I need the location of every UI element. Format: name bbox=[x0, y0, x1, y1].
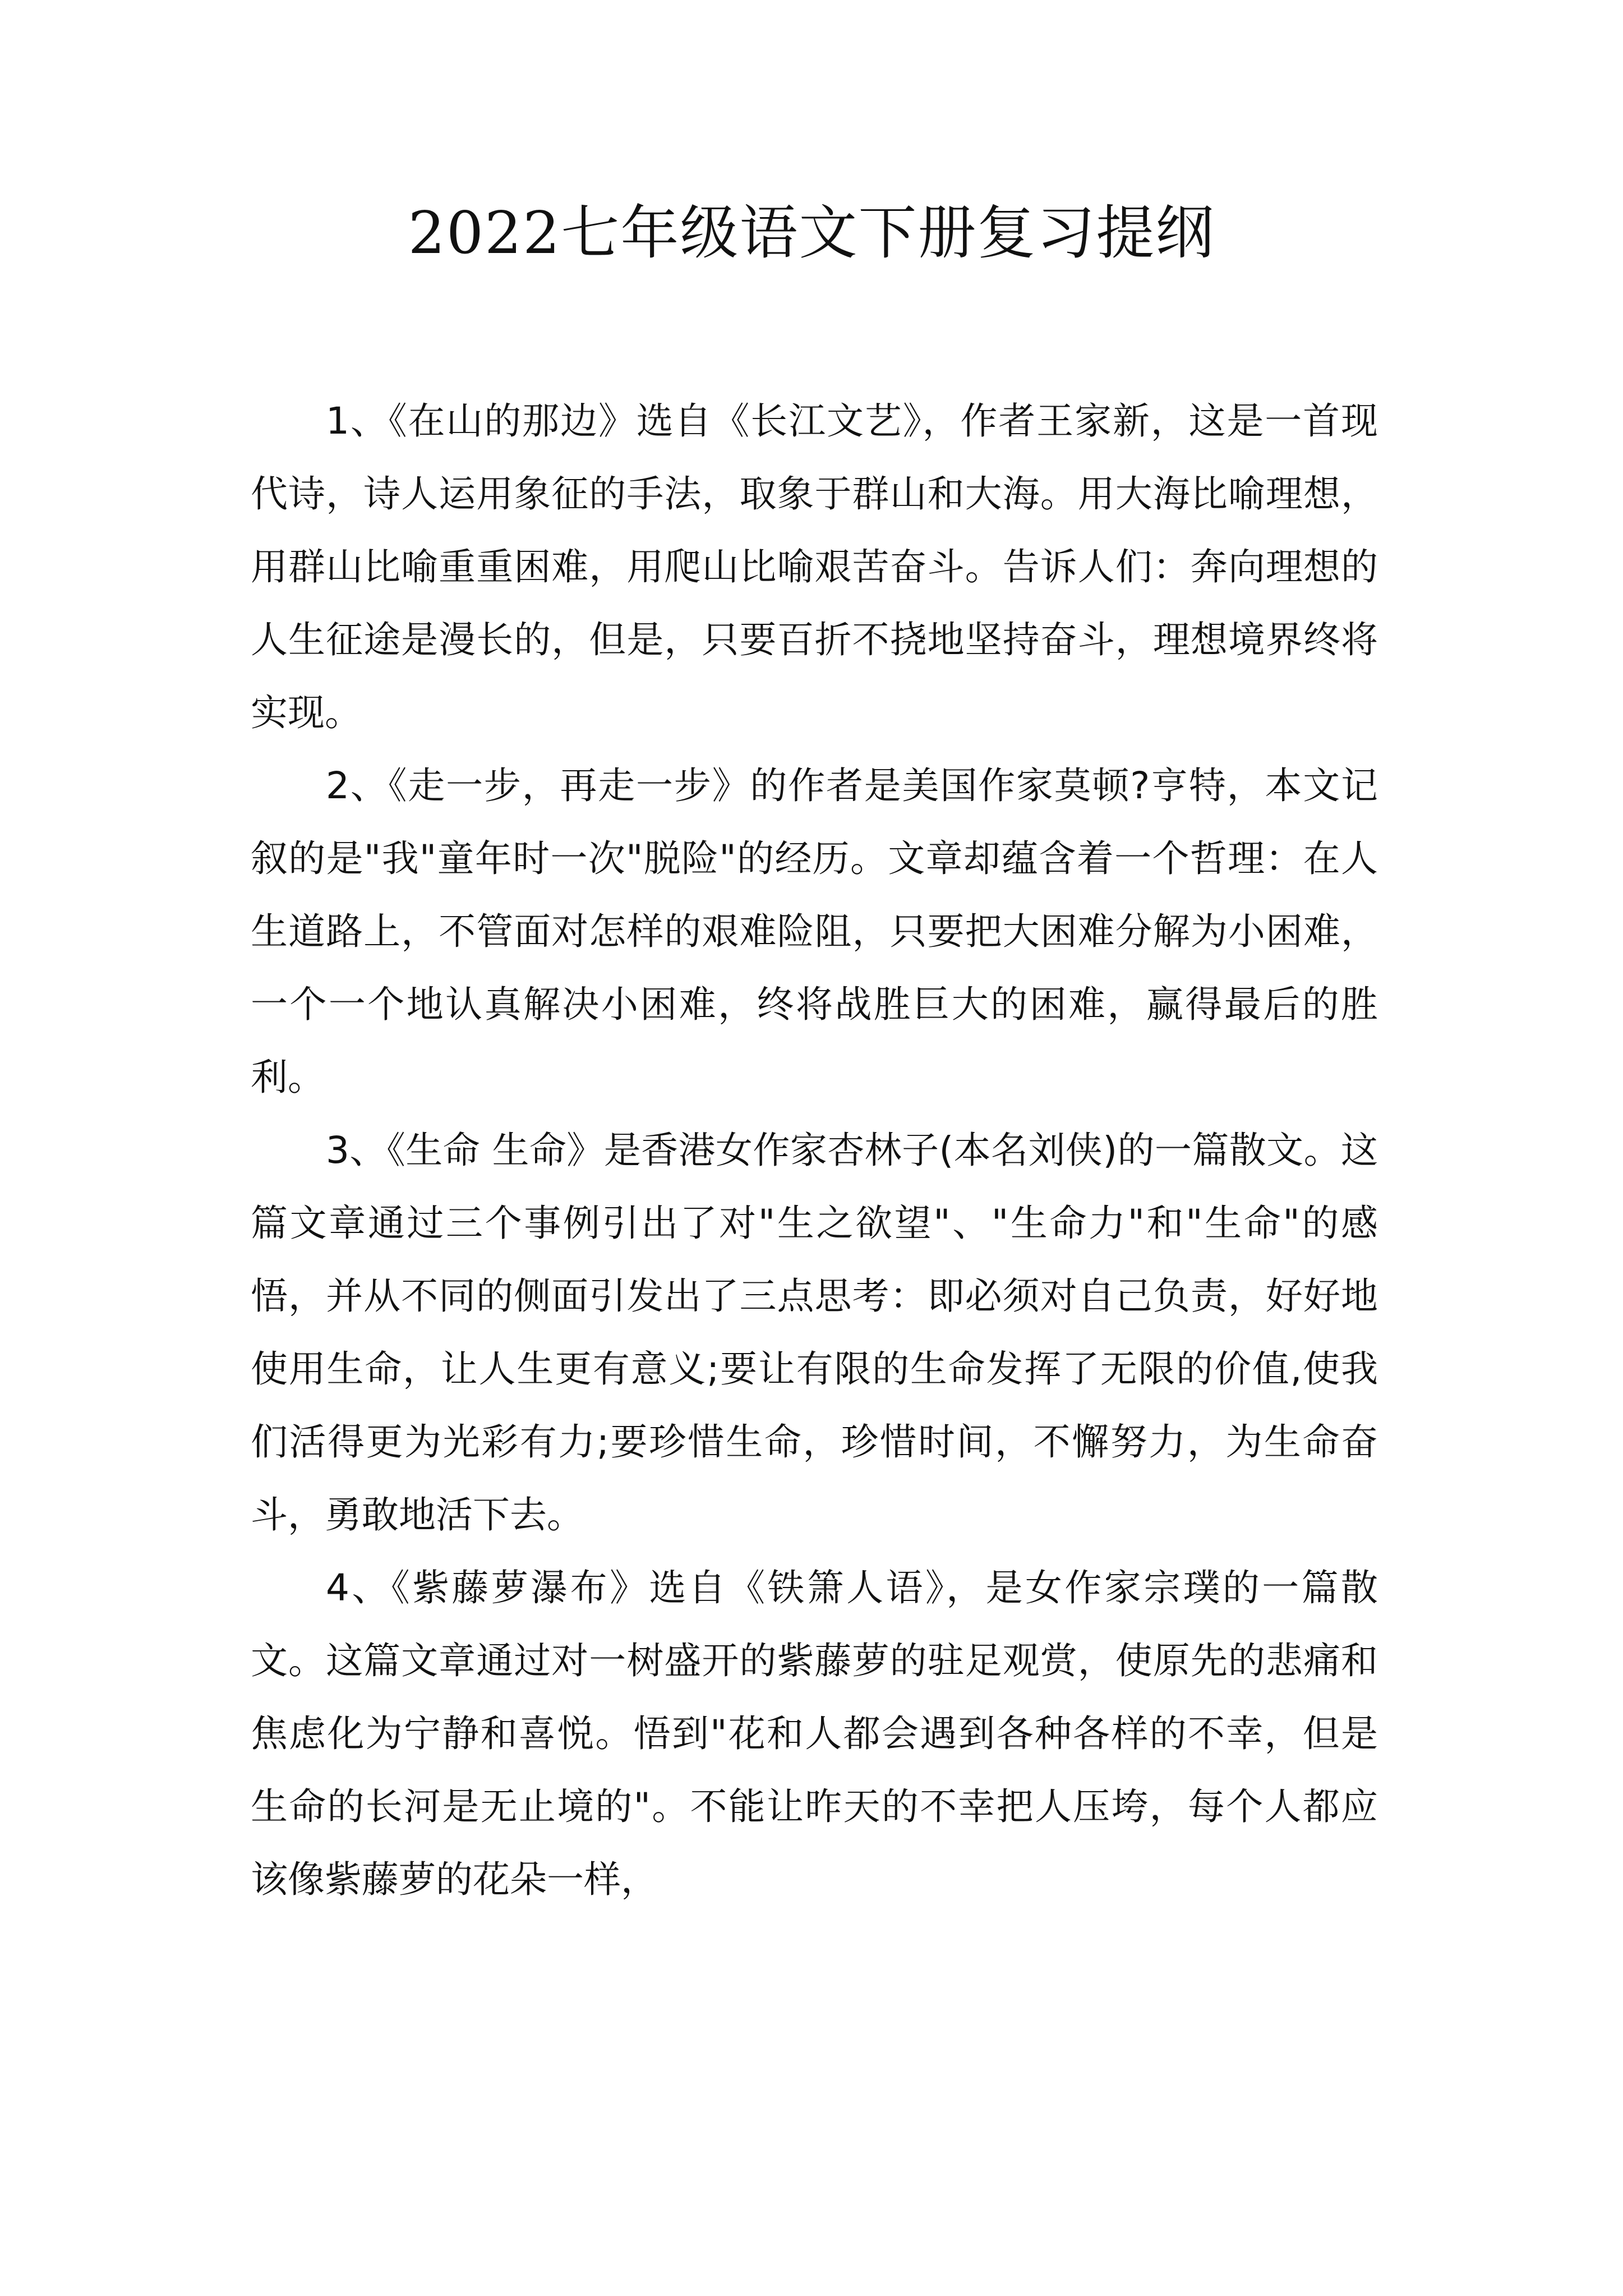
document-title: 2022七年级语文下册复习提纲 bbox=[408, 199, 1215, 267]
paragraph-4: 4、《紫藤萝瀑布》选自《铁箫人语》，是女作家宗璞的一篇散文。这篇文章通过对一树盛开的紫藤萝的驻足观赏，使原先的悲痛和焦虑化为宁静和喜悦。悟到"花和人都会遇到各种各样的不幸，但是生命的长河是无止境的"。不能让昨天的不幸把人压垮，每个人都应该像紫藤萝的花朵一样， bbox=[251, 1566, 1378, 1901]
paragraph-3: 3、《生命 生命》是香港女作家杏林子(本名刘侠)的一篇散文。这篇文章通过三个事例引出了对"生之欲望"、"生命力"和"生命"的感悟，并从不同的侧面引发出了三点思考：即必须对自己负责，好好地使用生命，让人生更有意义;要让有限的生命发挥了无限的价值,使我们活得更为光彩有力;要珍惜生命，珍惜时间，不懈努力，为生命奋斗，勇敢地活下去。 bbox=[251, 1129, 1378, 1536]
document-body bbox=[251, 385, 1378, 1916]
paragraph-2: 2、《走一步，再走一步》的作者是美国作家莫顿?亨特，本文记叙的是"我"童年时一次"脱险"的经历。文章却蕴含着一个哲理：在人生道路上，不管面对怎样的艰难险阻，只要把大困难分解为小困难，一个一个地认真解决小困难，终将战胜巨大的困难，赢得最后的胜利。 bbox=[251, 764, 1378, 1099]
paragraph-1: 1、《在山的那边》选自《长江文艺》，作者王家新，这是一首现代诗，诗人运用象征的手法，取象于群山和大海。用大海比喻理想，用群山比喻重重困难，用爬山比喻艰苦奋斗。告诉人们：奔向理想的人生征途是漫长的，但是，只要百折不挠地坚持奋斗，理想境界终将实现。 bbox=[251, 399, 1378, 734]
